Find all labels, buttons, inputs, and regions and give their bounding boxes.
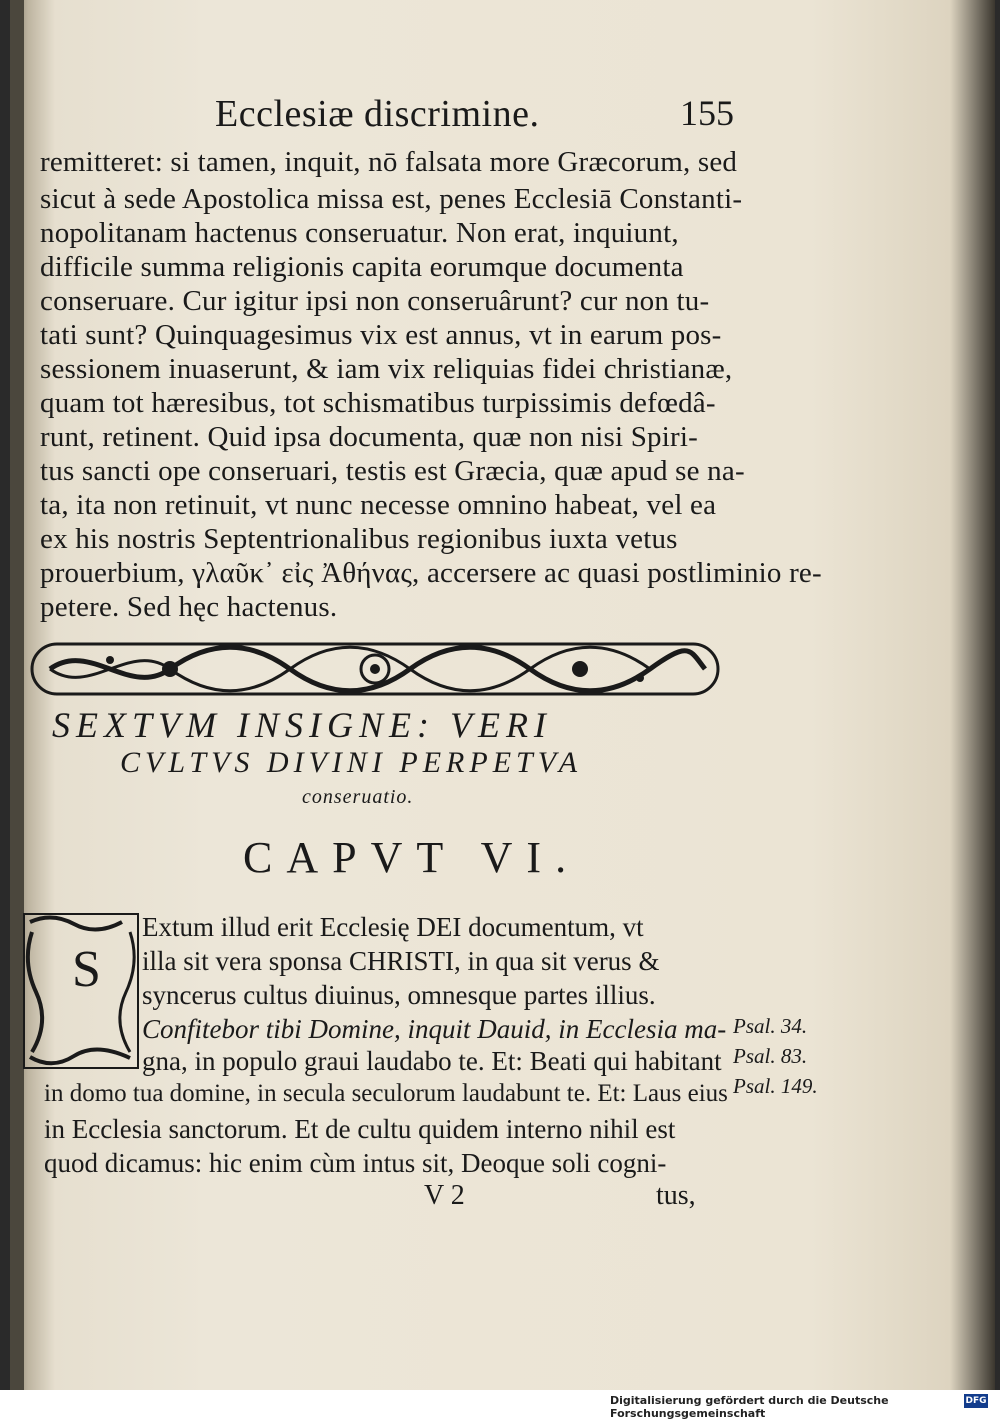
running-header-title: Ecclesiæ discrimine. [215, 93, 540, 135]
chapter-title: CAPVT VI. [243, 833, 581, 882]
page-gutter-shadow [10, 0, 24, 1390]
chapter-line: in domo tua domine, in secula seculorum laudabunt te. Et: Laus eius [44, 1080, 728, 1107]
catchword: tus, [656, 1180, 696, 1211]
paragraph-line: petere. Sed hęc hactenus. [40, 591, 338, 623]
paragraph-line: nopolitanam hactenus conseruatur. Non erat, inquiunt, [40, 217, 679, 249]
page-number: 155 [680, 93, 734, 133]
paragraph-line: tati sunt? Quinquagesimus vix est annus, vt in earum pos- [40, 319, 722, 351]
paragraph-line: runt, retinent. Quid ipsa documenta, quæ non nisi Spiri- [40, 421, 698, 453]
paragraph-line: difficile summa religionis capita eorumque documenta [40, 251, 684, 283]
chapter-line: syncerus cultus diuinus, omnesque partes illius. [142, 980, 656, 1010]
chapter-line: Extum illud erit Ecclesię DEI documentum, vt [142, 912, 644, 942]
paragraph-line: tus sancti ope conseruari, testis est Græcia, quæ apud se na- [40, 455, 745, 487]
paragraph-line: ex his nostris Septentrionalibus regionibus iuxta vetus [40, 523, 678, 555]
paragraph-line: conseruare. Cur igitur ipsi non conseruârunt? cur non tu- [40, 285, 710, 317]
chapter-line: gna, in populo graui laudabo te. Et: Beati qui habitant [142, 1046, 722, 1076]
paragraph-line: remitteret: si tamen, inquit, nō falsata more Græcorum, sed [40, 146, 738, 178]
margin-note: Psal. 83. [733, 1044, 808, 1068]
chapter-line: Confitebor tibi Domine, inquit Dauid, in Ecclesia ma- [142, 1014, 727, 1044]
paragraph-line: sicut à sede Apostolica missa est, penes Ecclesiā Constanti- [40, 183, 743, 215]
margin-note: Psal. 34. [733, 1014, 808, 1038]
chapter-line: quod dicamus: hic enim cùm intus sit, Deoque soli cogni- [44, 1148, 667, 1178]
signature-mark: V 2 [424, 1180, 465, 1211]
initial-letter: S [72, 941, 101, 998]
paragraph-line: ta, ita non retinuit, vt nunc necesse omnino habeat, vel ea [40, 489, 717, 521]
section-heading-line-1: SEXTVM INSIGNE: VERI [52, 705, 552, 745]
section-heading-line-2: CVLTVS DIVINI PERPETVA [120, 746, 583, 779]
ornamental-headpiece [30, 640, 720, 698]
digitization-credit: Digitalisierung gefördert durch die Deutsche Forschungsgemeinschaft [610, 1394, 889, 1420]
section-heading-line-3: conseruatio. [302, 786, 414, 808]
dfg-logo-icon: DFG [965, 1396, 987, 1406]
margin-note: Psal. 149. [733, 1074, 818, 1098]
paragraph-line: quam tot hæresibus, tot schismatibus turpissimis defœdâ- [40, 387, 716, 419]
chapter-line: in Ecclesia sanctorum. Et de cultu quidem interno nihil est [44, 1114, 676, 1144]
paragraph-line: prouerbium, γλαῦκ᾽ εἰς Ἀθήνας, accersere ac quasi postliminio re- [40, 557, 822, 589]
paragraph-line: sessionem inuaserunt, & iam vix reliquias fidei christianæ, [40, 353, 733, 385]
chapter-line: illa sit vera sponsa CHRISTI, in qua sit verus & [142, 946, 660, 976]
